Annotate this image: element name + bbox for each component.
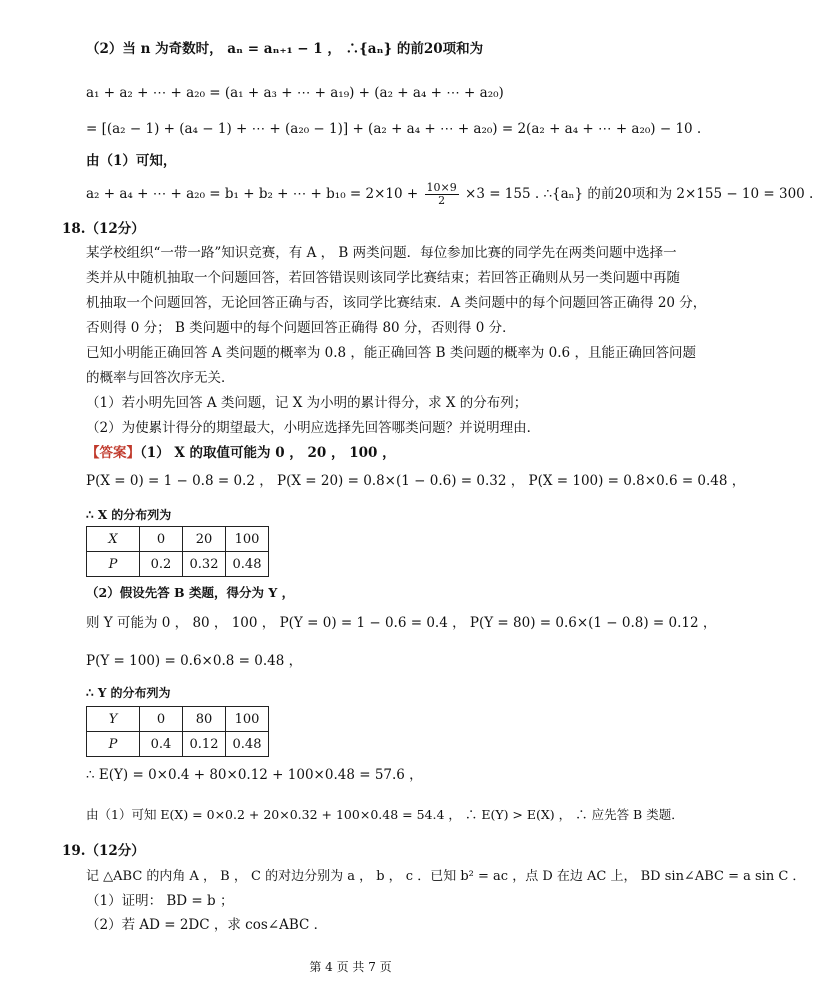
fraction-denominator: 2	[438, 194, 446, 207]
table-row	[87, 552, 269, 577]
answer-1-text: （1） X 的取值可能为 0 ， 20 ， 100 ，	[140, 445, 396, 461]
answer-line-6: P(Y = 100) = 0.6×0.8 = 0.48 ，	[86, 653, 303, 669]
p17-line-5-b: ×3 = 155 . ∴{aₙ} 的前20项和为 2×155 − 10 = 300 .	[465, 186, 813, 202]
p17-line-2: a₁ + a₂ + ⋯ + a₂₀ = (a₁ + a₃ + ⋯ + a₁₉) + (a₂ + a₄ + ⋯ + a₂₀)	[86, 85, 504, 101]
q19-stem: 记 △ABC 的内角 A ， B ， C 的对边分别为 a ， b ， c ．已知 b² = ac ，点 D 在边 AC 上， BD sin∠ABC = a sin C ．	[86, 869, 806, 884]
q19-heading: 19.（12分）	[62, 843, 145, 859]
table-row	[87, 707, 269, 732]
answer-line-8: ∴ E(Y) = 0×0.4 + 80×0.12 + 100×0.48 = 57.6 ，	[86, 767, 423, 783]
q18-stem-line-5: 已知小明能正确回答 A 类问题的概率为 0.8 ，能正确回答 B 类问题的概率为 0.6 ，且能正确回答问题	[86, 345, 696, 361]
answer-line-3: ∴ X 的分布列为	[86, 508, 172, 522]
table-cell: 0.4	[140, 732, 183, 757]
answer-line-2: P(X = 0) = 1 − 0.8 = 0.2 ， P(X = 20) = 0.8×(1 − 0.6) = 0.32 ， P(X = 100) = 0.8×0.6 = 0.48 ，	[86, 473, 746, 489]
p17-line-1: （2）当 n 为奇数时， aₙ = aₙ₊₁ − 1 ， ∴{aₙ} 的前20项和为	[86, 41, 484, 57]
p17-line-5	[86, 182, 813, 207]
q18-stem-line-1: 某学校组织“一带一路”知识竞赛，有 A ， B 两类问题．每位参加比赛的同学先在两类问题中选择一	[86, 245, 677, 261]
table-cell: 0.12	[183, 732, 226, 757]
table-cell: 20	[183, 527, 226, 552]
q18-stem-line-3: 机抽取一个问题回答，无论回答正确与否，该同学比赛结束．A 类问题中的每个问题回答正确得 20 分，	[86, 295, 707, 311]
fraction	[425, 182, 459, 207]
answer-line-7: ∴ Y 的分布列为	[86, 686, 171, 700]
q18-part-1: （1）若小明先回答 A 类问题，记 X 为小明的累计得分，求 X 的分布列；	[86, 395, 528, 411]
table-cell: 0.48	[226, 552, 269, 577]
table-row	[87, 732, 269, 757]
p17-line-4: 由（1）可知，	[86, 153, 177, 169]
answer-line-9: 由（1）可知 E(X) = 0×0.2 + 20×0.32 + 100×0.48 = 54.4 ， ∴ E(Y) > E(X) ， ∴ 应先答 B 类题．	[86, 807, 684, 822]
table-cell: 100	[226, 707, 269, 732]
q19-part-2: （2）若 AD = 2DC ，求 cos∠ABC ．	[86, 917, 328, 933]
answer-line-5: 则 Y 可能为 0 ， 80 ， 100 ， P(Y = 0) = 1 − 0.6 = 0.4 ， P(Y = 80) = 0.6×(1 − 0.8) = 0.12 ，	[86, 615, 717, 631]
distribution-table-y	[86, 706, 269, 757]
p17-line-5-a: a₂ + a₄ + ⋯ + a₂₀ = b₁ + b₂ + ⋯ + b₁₀ = 2×10 +	[86, 186, 419, 202]
q19-part-1: （1）证明： BD = b ；	[86, 893, 234, 909]
table-cell: 0.48	[226, 732, 269, 757]
table-cell: P	[87, 552, 140, 577]
q18-heading: 18.（12分）	[62, 221, 145, 237]
answer-line-1	[86, 444, 396, 462]
p17-line-3: = [(a₂ − 1) + (a₄ − 1) + ⋯ + (a₂₀ − 1)] + (a₂ + a₄ + ⋯ + a₂₀) = 2(a₂ + a₄ + ⋯ + a₂₀) − 10 .	[86, 121, 702, 137]
distribution-table-x	[86, 526, 269, 577]
answer-line-4: （2）假设先答 B 类题，得分为 Y ，	[86, 585, 295, 600]
table-cell: 0.2	[140, 552, 183, 577]
q18-stem-line-4: 否则得 0 分； B 类问题中的每个问题回答正确得 80 分，否则得 0 分．	[86, 320, 516, 336]
q18-part-2: （2）为使累计得分的期望最大，小明应选择先回答哪类问题？并说明理由．	[86, 420, 541, 436]
table-cell: 100	[226, 527, 269, 552]
answer-tag: 【答案】	[86, 445, 140, 461]
table-cell: Y	[87, 707, 140, 732]
table-cell: 0	[140, 707, 183, 732]
fraction-numerator: 10×9	[426, 181, 457, 194]
q18-stem-line-6: 的概率与回答次序无关．	[86, 370, 235, 386]
q18-stem-line-2: 类并从中随机抽取一个问题回答，若回答错误则该同学比赛结束；若回答正确则从另一类问题中再随	[86, 270, 680, 286]
page-footer: 第 4 页 共 7 页	[309, 960, 392, 974]
table-cell: 0.32	[183, 552, 226, 577]
table-row	[87, 527, 269, 552]
table-cell: 0	[140, 527, 183, 552]
table-cell: P	[87, 732, 140, 757]
table-cell: 80	[183, 707, 226, 732]
table-cell: X	[87, 527, 140, 552]
